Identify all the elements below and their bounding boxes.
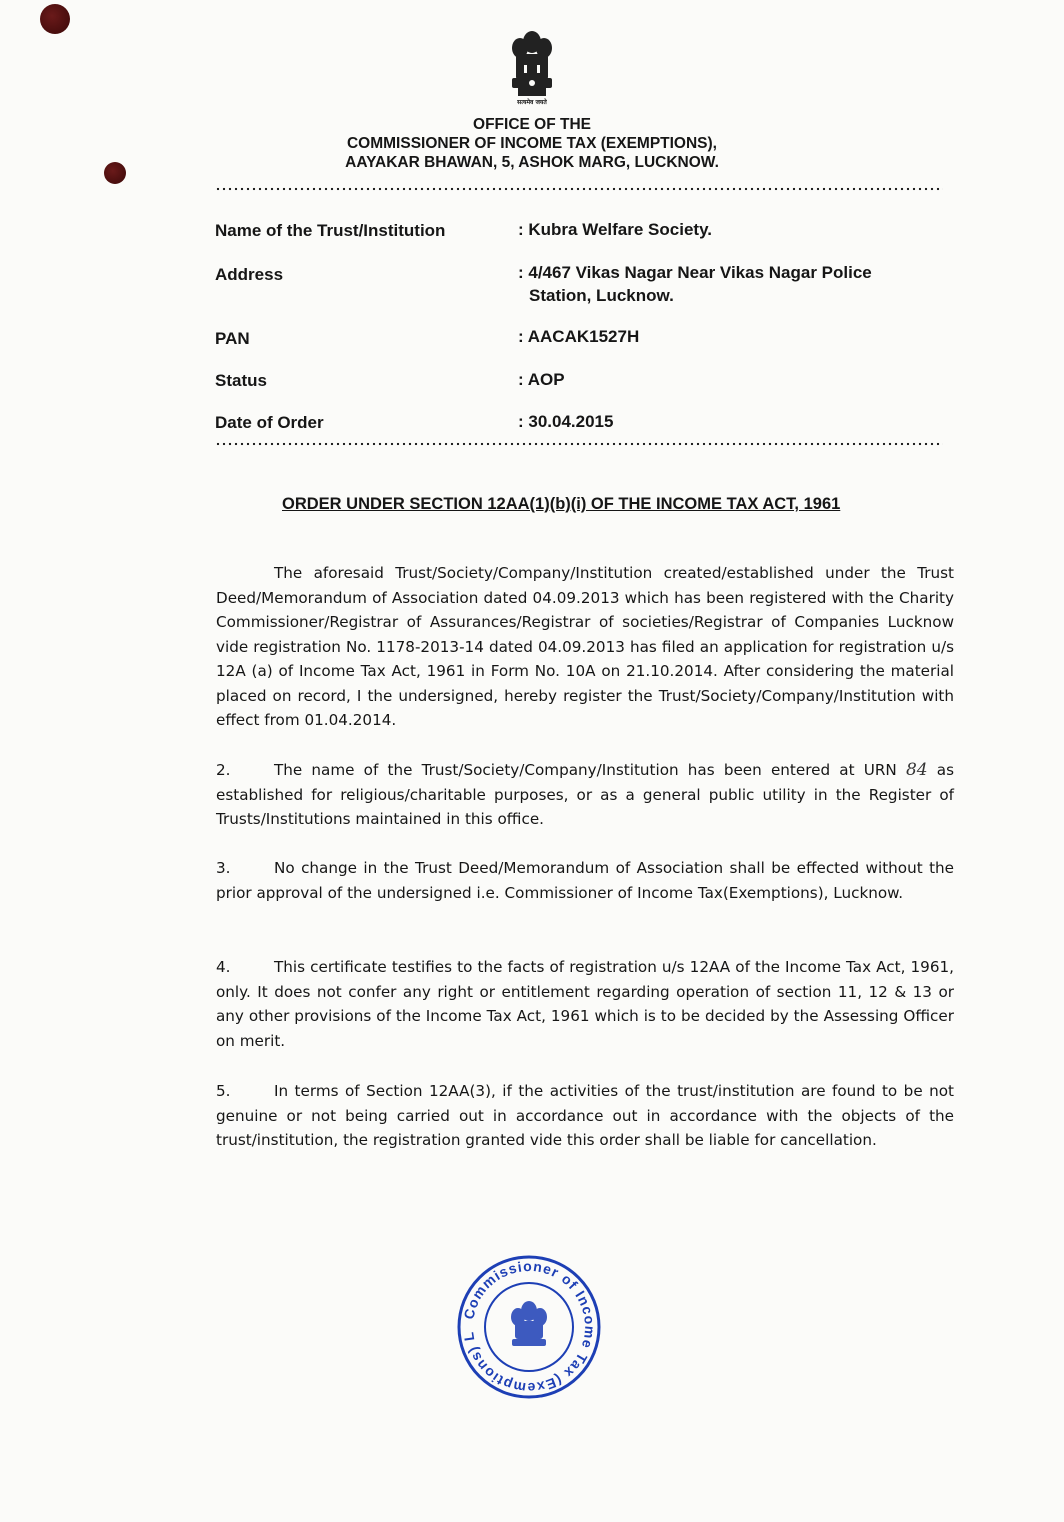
paragraph-1 [216, 561, 954, 733]
label-trust-name: Name of the Trust/Institution [215, 221, 446, 240]
paragraph-3-text: No change in the Trust Deed/Memorandum of Association shall be effected without the prior approval of the undersigned i.e. Commissioner of Income Tax(Exemptions), Lucknow. [216, 859, 954, 902]
paragraph-2-text-a: The name of the Trust/Society/Company/Institution has been entered at URN [274, 761, 897, 779]
paragraph-1-text: The aforesaid Trust/Society/Company/Institution created/established under the Trust Deed/Memorandum of Association dated 04.09.2013 which has been registered with the Charity Commissioner/Registrar of Assurances/Registrar of societies/Registrar of Companies Lucknow vide registration No. 1178-2013-14 dated 04.09.2013 has filed an application for registration u/s 12A (a) of Income Tax Act, 1961 in Form No. 10A on 21.10.2014. After considering the material placed on record, I the undersigned, hereby register the Trust/Society/Company/Institution with effect from 01.04.2014. [216, 564, 954, 729]
paragraph-5 [216, 1079, 954, 1153]
address-heading: AAYAKAR BHAWAN, 5, ASHOK MARG, LUCKNOW. [345, 154, 719, 171]
label-address: Address [215, 265, 284, 284]
order-title: ORDER UNDER SECTION 12AA(1)(b)(i) OF THE INCOME TAX ACT, 1961 [282, 495, 841, 513]
separator-bottom [215, 442, 943, 446]
paragraph-4-text: This certificate testifies to the facts of registration u/s 12AA of the Income Tax Act, 1961, only. It does not confer any right or entitlement regarding operation of section 11, 12 & 13 or any other provisions of the Income Tax Act, 1961 which is to be decided by the Assessing Officer on merit. [216, 958, 954, 1050]
label-date-of-order: Date of Order [215, 413, 324, 432]
paragraph-2-number: 2. [216, 761, 231, 779]
paragraph-2-text-b: as established for religious/charitable purposes, or as a general public utility in the Register of Trusts/Institutions maintained in this office. [216, 761, 955, 828]
office-heading: OFFICE OF THE [473, 116, 591, 133]
value-date-of-order: : 30.04.2015 [518, 412, 614, 431]
emblem-motto: सत्यमेव जयते [517, 99, 547, 106]
punch-hole-top [40, 4, 70, 34]
separator-top [215, 187, 943, 191]
label-pan: PAN [215, 329, 250, 348]
urn-handwritten: 84 [905, 760, 928, 780]
paragraph-3 [216, 856, 954, 905]
national-emblem-icon [504, 28, 560, 108]
official-seal [456, 1253, 602, 1401]
label-status: Status [215, 371, 267, 390]
svg-text:Commissioner of Income Tax (Ex: Commissioner of Income Tax (Exemptions) L [460, 1257, 599, 1397]
commissioner-heading: COMMISSIONER OF INCOME TAX (EXEMPTIONS), [346, 135, 717, 152]
paragraph-5-number: 5. [216, 1082, 231, 1100]
value-address-line2: Station, Lucknow. [529, 286, 674, 305]
paragraph-5-text: In terms of Section 12AA(3), if the activities of the trust/institution are found to be not genuine or not being carried out in accordance out in accordance with the objects of the trust/institution, the registration granted vide this order shall be liable for cancellation. [216, 1082, 954, 1149]
paragraph-3-number: 3. [216, 859, 231, 877]
value-status: : AOP [518, 370, 565, 389]
paragraph-4 [216, 955, 954, 1053]
value-address: : 4/467 Vikas Nagar Near Vikas Nagar Police [518, 263, 872, 282]
value-pan: : AACAK1527H [518, 327, 640, 346]
paragraph-2 [216, 758, 954, 832]
paragraph-4-number: 4. [216, 958, 231, 976]
value-trust-name: : Kubra Welfare Society. [518, 220, 712, 239]
